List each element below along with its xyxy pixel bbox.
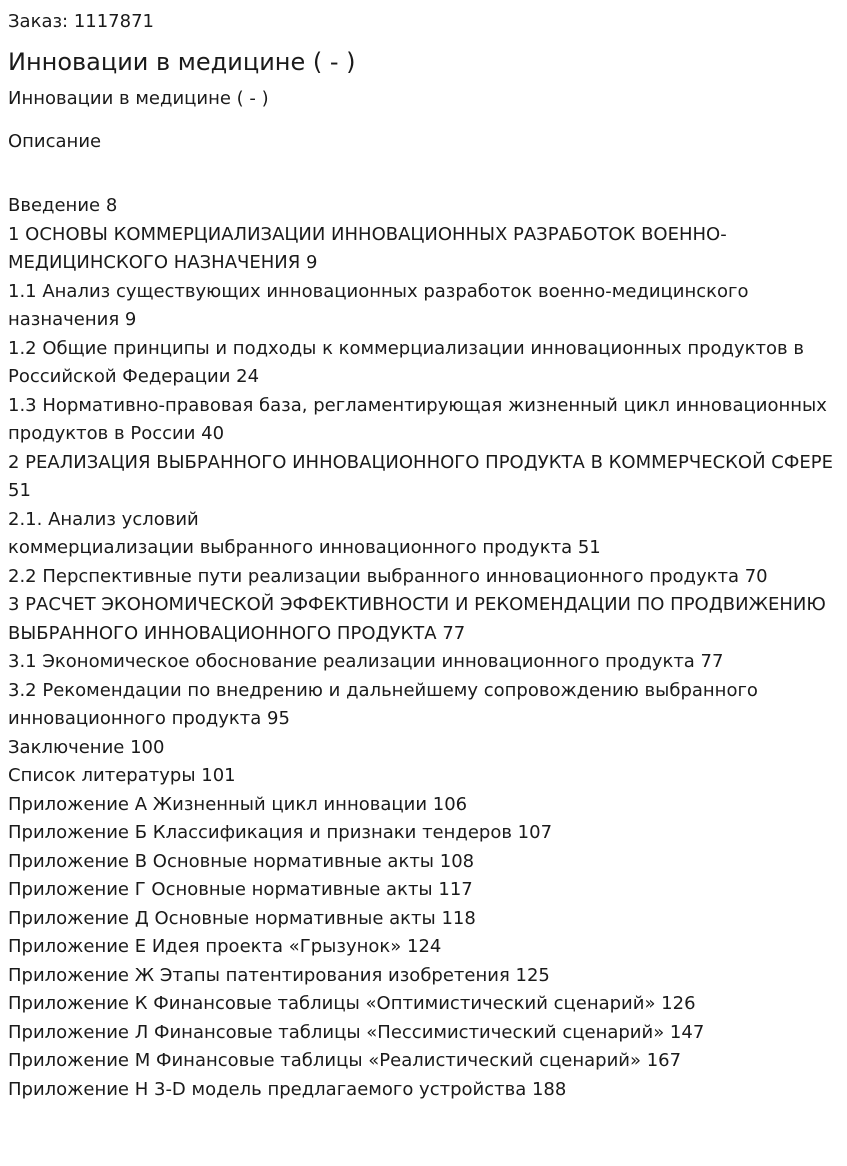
toc-entry: Приложение В Основные нормативные акты 108 (8, 850, 475, 872)
toc-entry: 3.2 Рекомендации по внедрению и дальнейшему сопровождению выбранного инновационного продукта 95 (8, 679, 758, 729)
toc-entry: коммерциализации выбранного инновационного продукта 51 (8, 537, 601, 558)
toc-entry: 1.3 Нормативно-правовая база, регламентирующая жизненный цикл инновационных продуктов в России 40 (8, 394, 827, 444)
toc-entry: 3 РАСЧЕТ ЭКОНОМИЧЕСКОЙ ЭФФЕКТИВНОСТИ И РЕКОМЕНДАЦИИ ПО ПРОДВИЖЕНИЮ ВЫБРАННОГО ИННОВАЦИОННОГО ПРОДУКТА 77 (8, 594, 826, 644)
toc-entry: Приложение Л Финансовые таблицы «Пессимистический сценарий» 147 (8, 1021, 705, 1043)
toc-entry: Приложение М Финансовые таблицы «Реалистический сценарий» 167 (8, 1050, 682, 1071)
toc-entry: 1.1 Анализ существующих инновационных разработок военно-медицинского назначения 9 (8, 280, 749, 330)
toc-entry: Список литературы 101 (8, 765, 236, 786)
toc-entry: 3.1 Экономическое обоснование реализации инновационного продукта 77 (8, 651, 724, 672)
page-subtitle: Инновации в медицине ( - ) (8, 88, 269, 109)
toc-entry: 2 РЕАЛИЗАЦИЯ ВЫБРАННОГО ИННОВАЦИОННОГО ПРОДУКТА В КОММЕРЧЕСКОЙ СФЕРЕ 51 (8, 451, 833, 501)
toc-entry: 1.2 Общие принципы и подходы к коммерциализации инновационных продуктов в Российской Федерации 24 (8, 337, 804, 387)
toc-entry: 1 ОСНОВЫ КОММЕРЦИАЛИЗАЦИИ ИННОВАЦИОННЫХ РАЗРАБОТОК ВОЕННО-МЕДИЦИНСКОГО НАЗНАЧЕНИЯ 9 (8, 223, 727, 273)
description-heading: Описание (8, 131, 102, 152)
toc-entry: Приложение Н 3-D модель предлагаемого устройства 188 (8, 1078, 567, 1100)
toc-entry: Приложение К Финансовые таблицы «Оптимистический сценарий» 126 (8, 993, 696, 1014)
toc-entry: Заключение 100 (8, 736, 165, 758)
toc-entry: Введение 8 (8, 195, 118, 216)
toc-entry: Приложение А Жизненный цикл инновации 106 (8, 793, 468, 815)
toc-entry: Приложение Г Основные нормативные акты 117 (8, 879, 473, 900)
toc-entry: 2.2 Перспективные пути реализации выбранного инновационного продукта 70 (8, 565, 768, 587)
toc-entry: Приложение Б Классификация и признаки тендеров 107 (8, 822, 553, 843)
toc-entry: Приложение Ж Этапы патентирования изобретения 125 (8, 964, 550, 986)
order-number: Заказ: 1117871 (8, 11, 154, 32)
table-of-contents (8, 192, 839, 1104)
toc-entry: Приложение Е Идея проекта «Грызунок» 124 (8, 936, 442, 957)
toc-entry: Приложение Д Основные нормативные акты 118 (8, 907, 476, 929)
toc-entry: 2.1. Анализ условий (8, 508, 199, 530)
page-title: Инновации в медицине ( - ) (8, 48, 356, 76)
